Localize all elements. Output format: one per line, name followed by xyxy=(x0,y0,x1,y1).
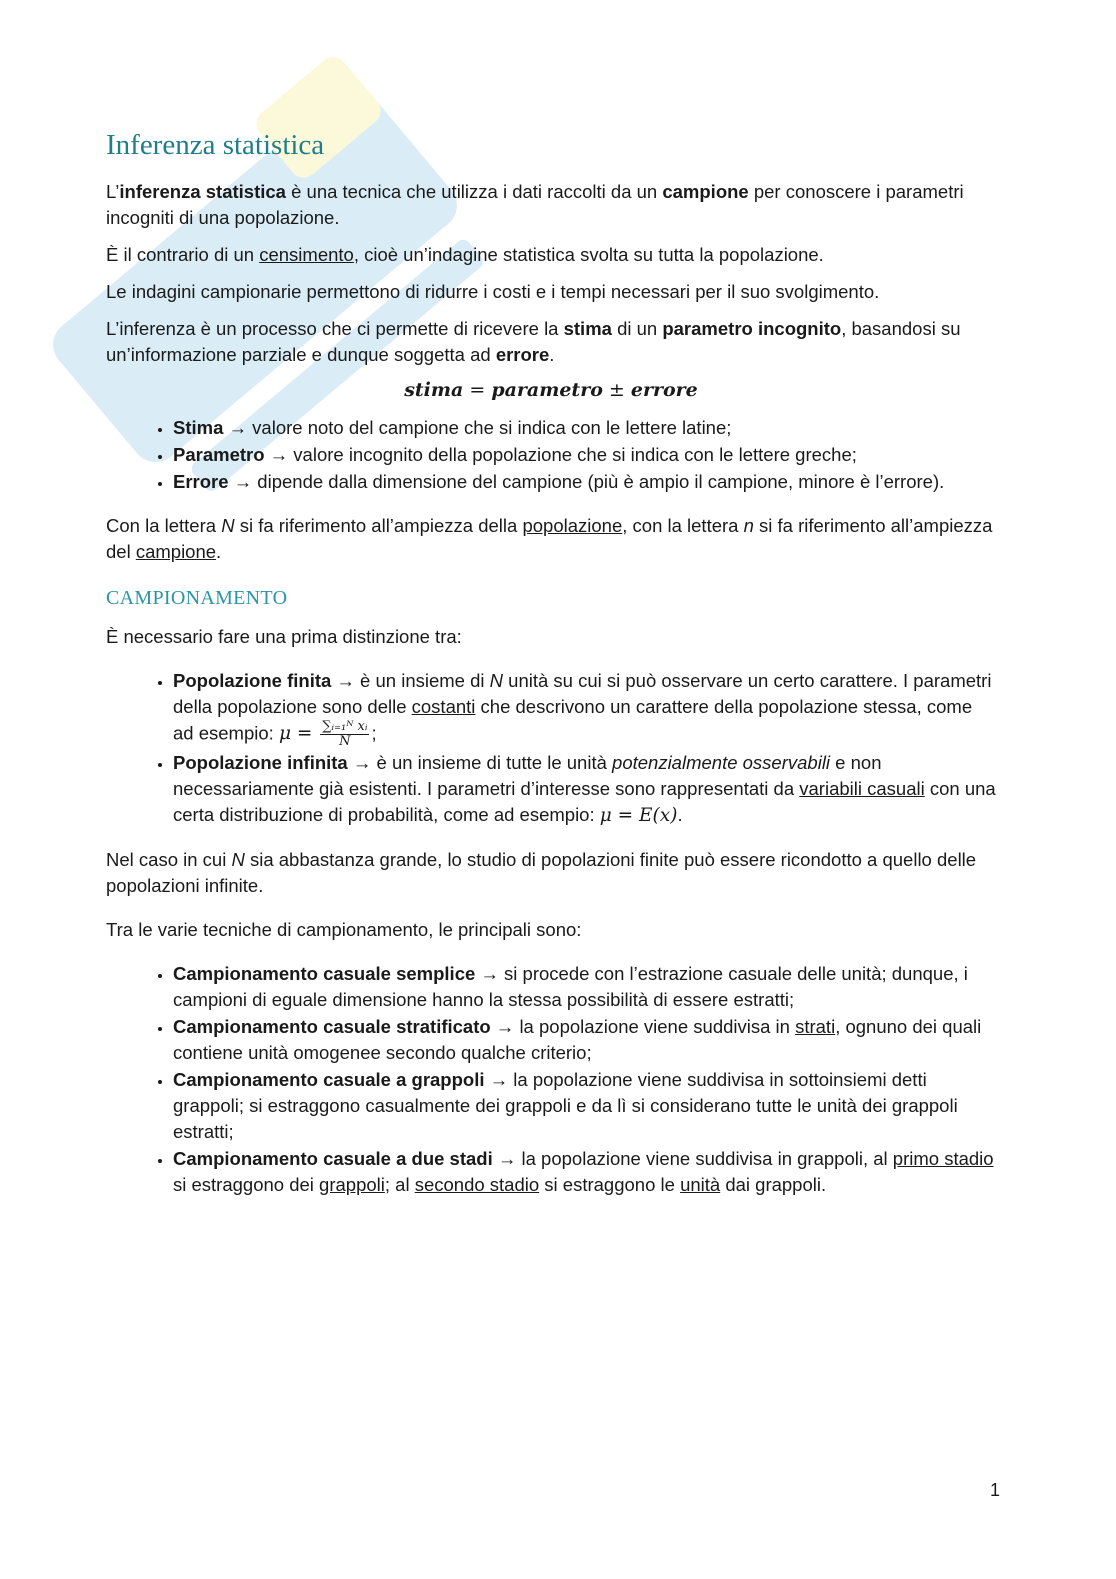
section-lead: È necessario fare una prima distinzione tra: xyxy=(106,625,462,647)
expectation-formula: μ = E(x) xyxy=(599,804,678,826)
population-types-list xyxy=(106,668,996,829)
intro-paragraph-1: L’inferenza statistica è una tecnica che utilizza i dati raccolti da un campione per conoscere i parametri incogniti di una popolazione. xyxy=(106,180,964,228)
intro-paragraph-4: L’inferenza è un processo che ci permette di ricevere la stima di un parametro incognito, basandosi su un’informazione parziale e dunque soggetta ad errore. xyxy=(106,317,961,365)
list-item: • Popolazione infinita → è un insieme di tutte le unità potenzialmente osservabili e non necessariamente già esistenti. I parametri d’interesse sono rappresentati da variabili casuali con una certa distribuzione di probabilità, come ad esempio: μ = E(x). xyxy=(173,750,996,829)
list-item: • Campionamento casuale a due stadi → la popolazione viene suddivisa in grappoli, al primo stadio si estraggono dei grappoli; al secondo stadio si estraggono le unità dai grappoli. xyxy=(173,1146,996,1198)
list-item: • Campionamento casuale semplice → si procede con l’estrazione casuale delle unità; dunque, i campioni di eguale dimensione hanno la stessa possibilità di essere estratti; xyxy=(173,961,996,1013)
mean-formula: μ = $\frac{\text{∑ᵢ₌₁ᴺ xᵢ}}{N}$ xyxy=(278,718,368,749)
list-item: • Popolazione finita → è un insieme di N unità su cui si può osservare un certo carattere. I parametri della popolazione sono delle costanti che descrivono un carattere della popolazione stessa, come ad esempio: μ = $\frac{\text{∑ᵢ₌₁ᴺ xᵢ}}{N}$ ; xyxy=(173,668,996,749)
estimate-formula: stima = parametro ± errore xyxy=(404,378,698,401)
document-page xyxy=(106,128,996,1216)
techniques-list xyxy=(106,961,996,1198)
list-item: • Campionamento casuale a grappoli → la popolazione viene suddivisa in sottoinsiemi detti grappoli; si estraggono casualmente dei grappoli e da lì si considerano tutte le unità dei grappoli estratti; xyxy=(173,1067,996,1145)
list-item: • Campionamento casuale stratificato → la popolazione viene suddivisa in strati, ognuno dei quali contiene unità omogenee secondo qualche criterio; xyxy=(173,1014,996,1066)
techniques-lead: Tra le varie tecniche di campionamento, le principali sono: xyxy=(106,918,582,940)
intro-paragraph-2: È il contrario di un censimento, cioè un’indagine statistica svolta su tutta la popolazione. xyxy=(106,243,824,265)
notation-paragraph: Con la lettera N si fa riferimento all’ampiezza della popolazione, con la lettera n si fa riferimento all’ampiezza del campione. xyxy=(106,514,993,562)
large-n-paragraph: Nel caso in cui N sia abbastanza grande, lo studio di popolazioni finite può essere ricondotto a quello delle popolazioni infinite. xyxy=(106,848,977,896)
definitions-list xyxy=(106,415,996,495)
page-number: 1 xyxy=(990,1480,1001,1500)
page-title: Inferenza statistica xyxy=(106,129,325,161)
section-heading: CAMPIONAMENTO xyxy=(106,586,288,609)
list-item: • Parametro → valore incognito della popolazione che si indica con le lettere greche; xyxy=(173,442,996,468)
list-item: • Errore → dipende dalla dimensione del campione (più è ampio il campione, minore è l’errore). xyxy=(173,469,996,495)
list-item: • Stima → valore noto del campione che si indica con le lettere latine; xyxy=(173,415,996,441)
intro-paragraph-3: Le indagini campionarie permettono di ridurre i costi e i tempi necessari per il suo svolgimento. xyxy=(106,280,880,302)
